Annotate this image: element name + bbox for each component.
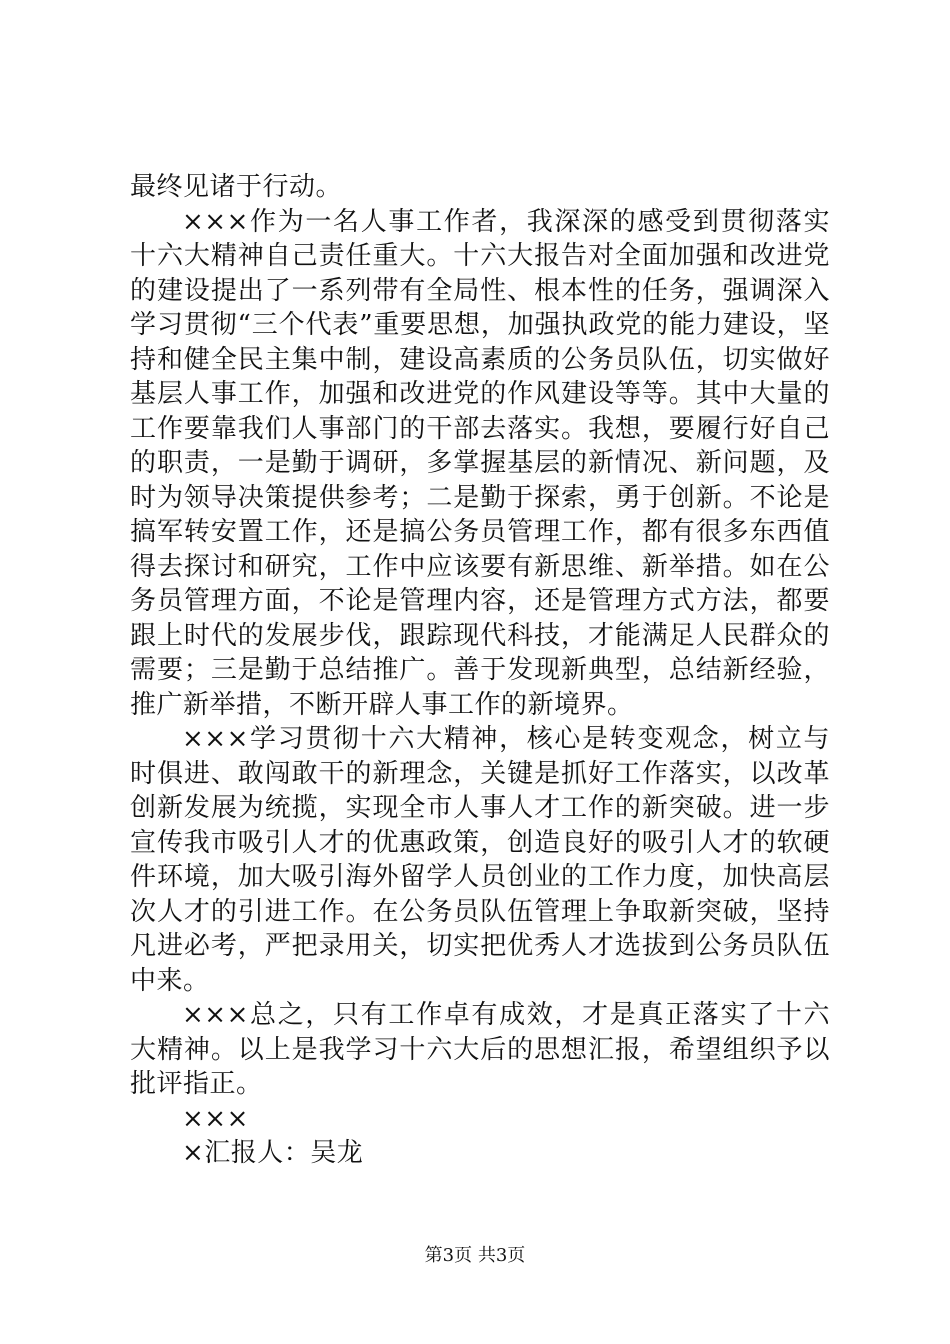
signature-placeholder: ××× — [182, 1103, 249, 1134]
page-footer: 第3页 共3页 — [424, 1245, 526, 1266]
paragraph-continuation: 最终见诸于行动。 — [130, 172, 343, 202]
paragraph-conclusion: ×××总之，只有工作卓有成效，才是真正落实了十六大精神。以上是我学习十六大后的思想汇报，希望组织予以批评指正。 — [130, 1000, 830, 1099]
document-body — [130, 170, 830, 1171]
signature-reporter: ×汇报人：吴龙 — [182, 1138, 364, 1168]
paragraph-study-implementation: ×××学习贯彻十六大精神，核心是转变观念，树立与时俱进、敢闯敢干的新理念，关键是抓好工作落实，以改革创新发展为统揽，实现全市人事人才工作的新突破。进一步宣传我市吸引人才的优惠政策，创造良好的吸引人才的软硬件环境，加大吸引海外留学人员创业的工作力度，加快高层次人才的引进工作。在公务员队伍管理上争取新突破，坚持凡进必考，严把录用关，切实把优秀人才选拔到公务员队伍中来。 — [130, 724, 830, 996]
paragraph-personnel-duty: ×××作为一名人事工作者，我深深的感受到贯彻落实十六大精神自己责任重大。十六大报告对全面加强和改进党的建设提出了一系列带有全局性、根本性的任务，强调深入学习贯彻“三个代表”重要思想，加强执政党的能力建设，坚持和健全民主集中制，建设高素质的公务员队伍，切实做好基层人事工作，加强和改进党的作风建设等等。其中大量的工作要靠我们人事部门的干部去落实。我想，要履行好自己的职责，一是勤于调研，多掌握基层的新情况、新问题，及时为领导决策提供参考；二是勤于探索，勇于创新。不论是搞军转安置工作，还是搞公务员管理工作，都有很多东西值得去探讨和研究，工作中应该要有新思维、新举措。如在公务员管理方面，不论是管理内容，还是管理方式方法，都要跟上时代的发展步伐，跟踪现代科技，才能满足人民群众的需要；三是勤于总结推广。善于发现新典型，总结新经验，推广新举措，不断开辟人事工作的新境界。 — [130, 206, 830, 720]
